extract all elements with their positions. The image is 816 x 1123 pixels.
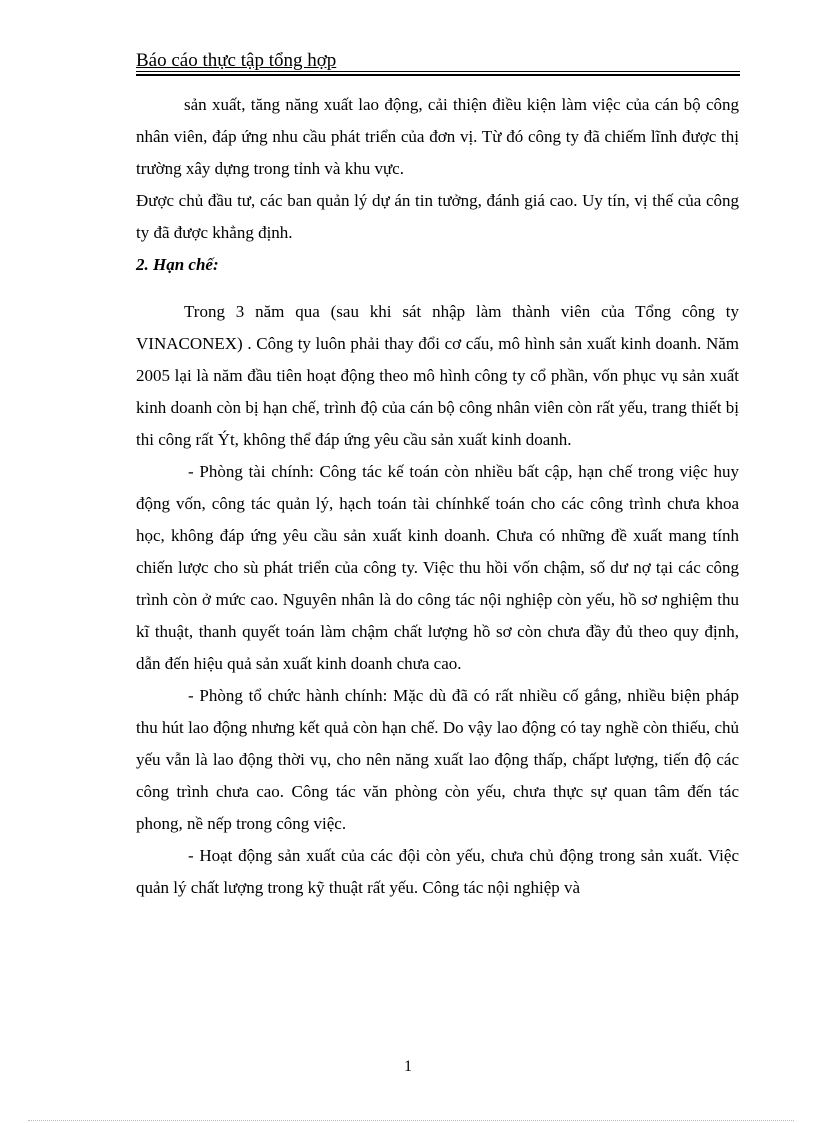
page-header (136, 50, 740, 74)
paragraph-finance-department: - Phòng tài chính: Công tác kế toán còn nhiều bất cập, hạn chế trong việc huy động vốn, công tác quản lý, hạch toán tài chínhkế toán cho các công trình chưa khoa học, không đáp ứng yêu cầu sản xuất kinh doanh. Chưa có những đề xuất mang tính chiến lược cho sù phát triển của công ty. Việc thu hồi vốn chậm, số dư nợ tại các công trình còn ở mức cao. Nguyên nhân là do công tác nội nghiệp còn yếu, hồ sơ nghiệm thu kĩ thuật, thanh quyết toán làm chậm chất lượng hồ sơ còn chưa đầy đủ theo quy định, dẫn đến hiệu quả sản xuất kinh doanh chưa cao. (136, 462, 739, 673)
header-title: Báo cáo thực tập tổng hợp (136, 50, 337, 71)
paragraph-reputation: Được chủ đầu tư, các ban quản lý dự án tin tưởng, đánh giá cao. Uy tín, vị thế của công ty đã được khẳng định. (136, 191, 739, 242)
document-body (136, 89, 739, 904)
spacer (136, 281, 739, 296)
page-number: 1 (404, 1058, 412, 1075)
header-rule (136, 71, 740, 76)
paragraph-production-activity: - Hoạt động sản xuất của các đội còn yếu, chưa chủ động trong sản xuất. Việc quản lý chất lượng trong kỹ thuật rất yếu. Công tác nội nghiệp và (136, 846, 739, 897)
paragraph-hr-department: - Phòng tổ chức hành chính: Mặc dù đã có rất nhiều cố gắng, nhiều biện pháp thu hút lao động nhưng kết quả còn hạn chế. Do vậy lao động có tay nghề còn thiếu, chủ yếu vẫn là lao động thời vụ, cho nên năng xuất lao động thấp, chấpt lượng, tiến độ các công trình chưa cao. Công tác văn phòng còn yếu, chưa thực sự quan tâm đến tác phong, nề nếp trong công việc. (136, 686, 739, 833)
section-heading-limitations: 2. Hạn chế: (136, 255, 219, 274)
page-bottom-border (28, 1120, 794, 1121)
paragraph-overview: Trong 3 năm qua (sau khi sát nhập làm thành viên của Tổng công ty VINACONEX) . Công ty luôn phải thay đổi cơ cấu, mô hình sản xuất kinh doanh. Năm 2005 lại là năm đầu tiên hoạt động theo mô hình công ty cổ phần, vốn phục vụ sản xuất kinh doanh còn bị hạn chế, trình độ của cán bộ công nhân viên còn rất yếu, trang thiết bị thi công rất Ýt, không thể đáp ứng yêu cầu sản xuất kinh doanh. (136, 302, 739, 449)
paragraph-continuation: sản xuất, tăng năng xuất lao động, cải thiện điều kiện làm việc của cán bộ công nhân viên, đáp ứng nhu cầu phát triển của đơn vị. Từ đó công ty đã chiếm lĩnh được thị trường xây dựng trong tỉnh và khu vực. (136, 95, 739, 178)
